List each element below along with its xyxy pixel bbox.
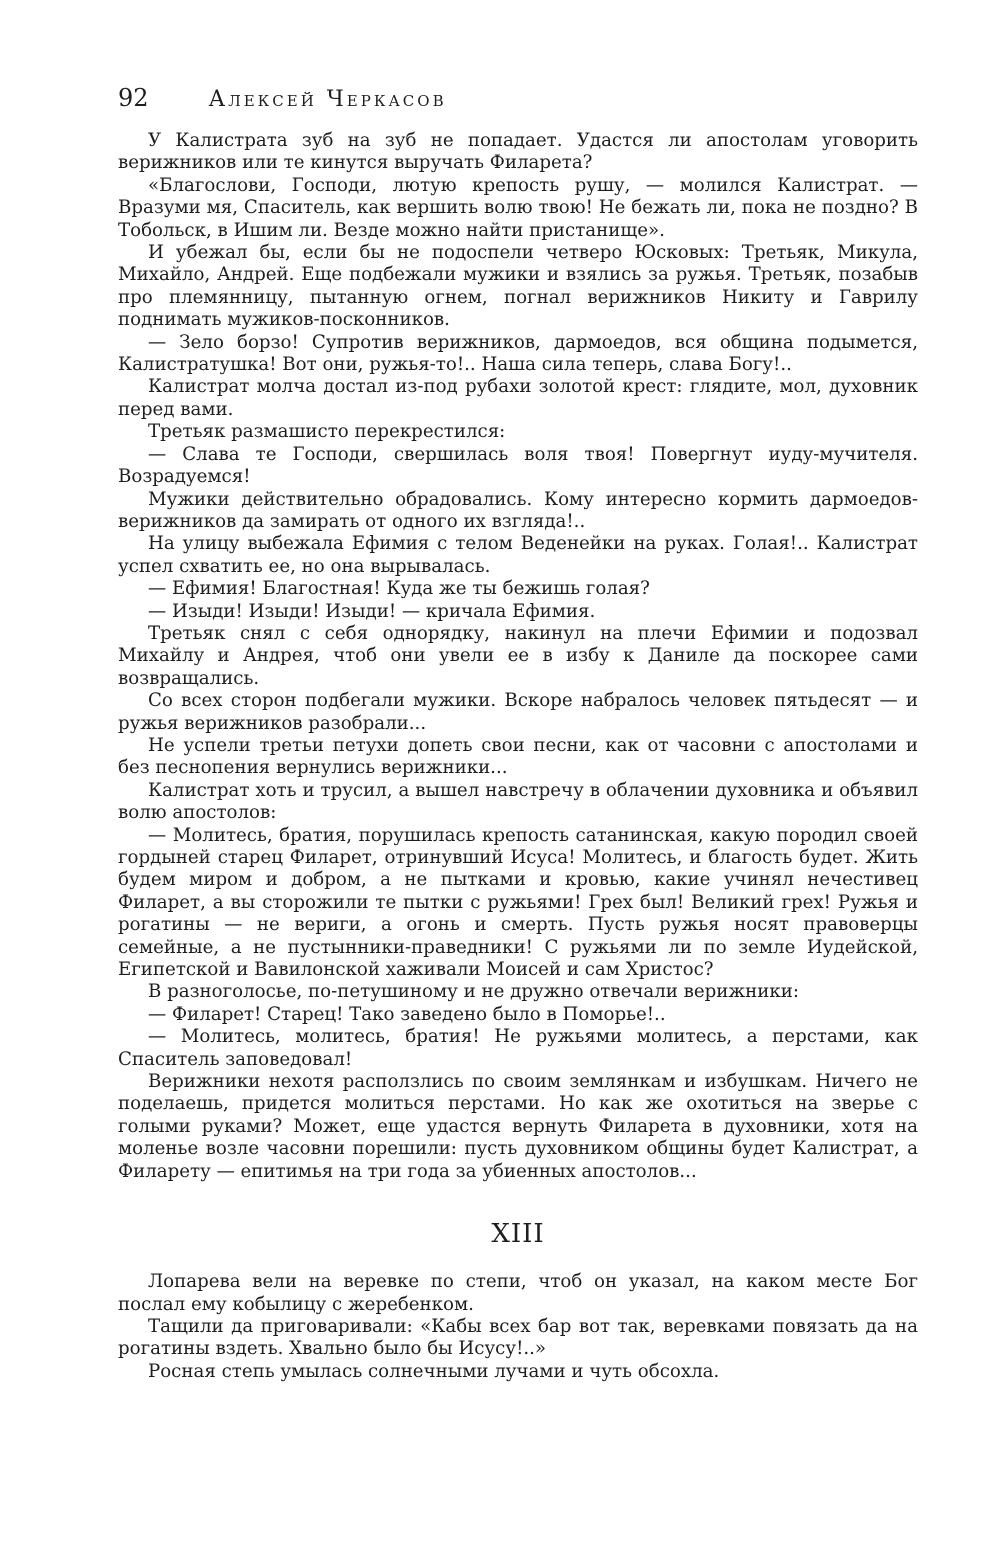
- paragraph: — Ефимия! Благостная! Куда же ты бежишь голая?: [148, 578, 650, 600]
- paragraph: Росная степь умылась солнечными лучами и чуть обсохла.: [148, 1360, 720, 1382]
- paragraph: Калистрат хоть и трусил, а вышел навстречу в облачении духовника и объявил волю апостолов:: [118, 779, 918, 824]
- running-head-author: Алексей Черкасов: [208, 87, 447, 112]
- paragraph: Со всех сторон подбегали мужики. Вскоре набралось человек пятьдесят — и ружья верижников разобрали...: [118, 690, 918, 734]
- paragraph: Лопарева вели на веревке по степи, чтоб он указал, на каком месте Бог послал ему кобылицу с жеребенком.: [118, 1271, 918, 1315]
- paragraph: На улицу выбежала Ефимия с телом Веденейки на руках. Голая!.. Калистрат успел схватить ее, но она вырывалась.: [118, 533, 918, 577]
- paragraph: — Зело борзо! Супротив верижников, дармоедов, вся община подымется, Калистратушка! Вот они, ружья-то!.. Наша сила теперь, слава Богу!..: [118, 331, 918, 376]
- paragraph: Не успели третьи петухи допеть свои песни, как от часовни с апостолами и без песнопения вернулись верижники...: [118, 734, 918, 779]
- paragraph: — Молитесь, молитесь, братия! Не ружьями молитесь, а перстами, как Спаситель заповедовал!: [118, 1026, 918, 1070]
- paragraph: — Филарет! Старец! Тако заведено было в Поморье!..: [148, 1003, 666, 1025]
- paragraph: Тащили да приговаривали: «Кабы всех бар вот так, веревками повязать да на рогатины вздеть. Хвально было бы Исусу!..»: [118, 1315, 918, 1360]
- paragraph: Третьяк размашисто перекрестился:: [148, 421, 506, 443]
- running-head: [118, 84, 447, 114]
- page-number: 92: [118, 84, 149, 112]
- paragraph: Калистрат молча достал из-под рубахи золотой крест: глядите, мол, духовник перед вами.: [118, 376, 918, 420]
- paragraph: — Молитесь, братия, порушилась крепость сатанинская, какую породил своей гордыней старец Филарет, отринувший Исуса! Молитесь, и благость будет. Жить будем миром и добром, а не пытками и кровью, какие учинял нечестивец Филарет, а вы сторожили те пытки с ружьями! Грех был! Великий грех! Ружья и рогатины — не вериги, а огонь и смерть. Пусть ружья носят правоверцы семейные, а не пустынники-праведники! С ружьями ли по земле Иудейской, Египетской и Вавилонской хаживали Моисей и сам Христос?: [118, 824, 918, 981]
- paragraph: Верижники нехотя расползлись по своим землянкам и избушкам. Ничего не поделаешь, придется молиться перстами. Но как же охотиться на зверье с голыми руками? Может, еще удастся вернуть Филарета в духовники, хотя на моленье возле часовни порешили: пусть духовником общины будет Калистрат, а Филарету — епитимья на три года за убиенных апостолов...: [118, 1071, 918, 1182]
- chapter-heading: XIII: [491, 1219, 545, 1250]
- paragraph: Третьяк снял с себя однорядку, накинул на плечи Ефимии и подозвал Михайлу и Андрея, чтоб они увели ее в избу к Даниле да поскорее сами возвращались.: [118, 622, 918, 689]
- paragraph: В разноголосье, по-петушиному и не дружно отвечали верижники:: [148, 981, 800, 1003]
- paragraph: Мужики действительно обрадовались. Кому интересно кормить дармоедов-верижников да замирать от одного их взгляда!..: [118, 488, 918, 532]
- paragraph: — Изыди! Изыди! Изыди! — кричала Ефимия.: [148, 600, 596, 622]
- paragraph: У Калистрата зуб на зуб не попадает. Удастся ли апостолам уговорить верижников или те кинутся выручать Филарета?: [118, 130, 918, 174]
- body-text: [118, 130, 918, 1383]
- paragraph: «Благослови, Господи, лютую крепость рушу, — молился Калистрат. — Вразуми мя, Спаситель, как вершить волю твою! Не бежать ли, пока не поздно? В Тобольск, в Ишим ли. Везде можно найти пристанище».: [118, 174, 918, 241]
- paragraph: И убежал бы, если бы не подоспели четверо Юсковых: Третьяк, Микула, Михайло, Андрей. Еще подбежали мужики и взялись за ружья. Третьяк, позабыв про племянницу, пытанную огнем, погнал верижников Никиту и Гаврилу поднимать мужиков-посконников.: [118, 242, 918, 331]
- paragraph: — Слава те Господи, свершилась воля твоя! Повергнут иуду-мучителя. Возрадуемся!: [118, 443, 918, 488]
